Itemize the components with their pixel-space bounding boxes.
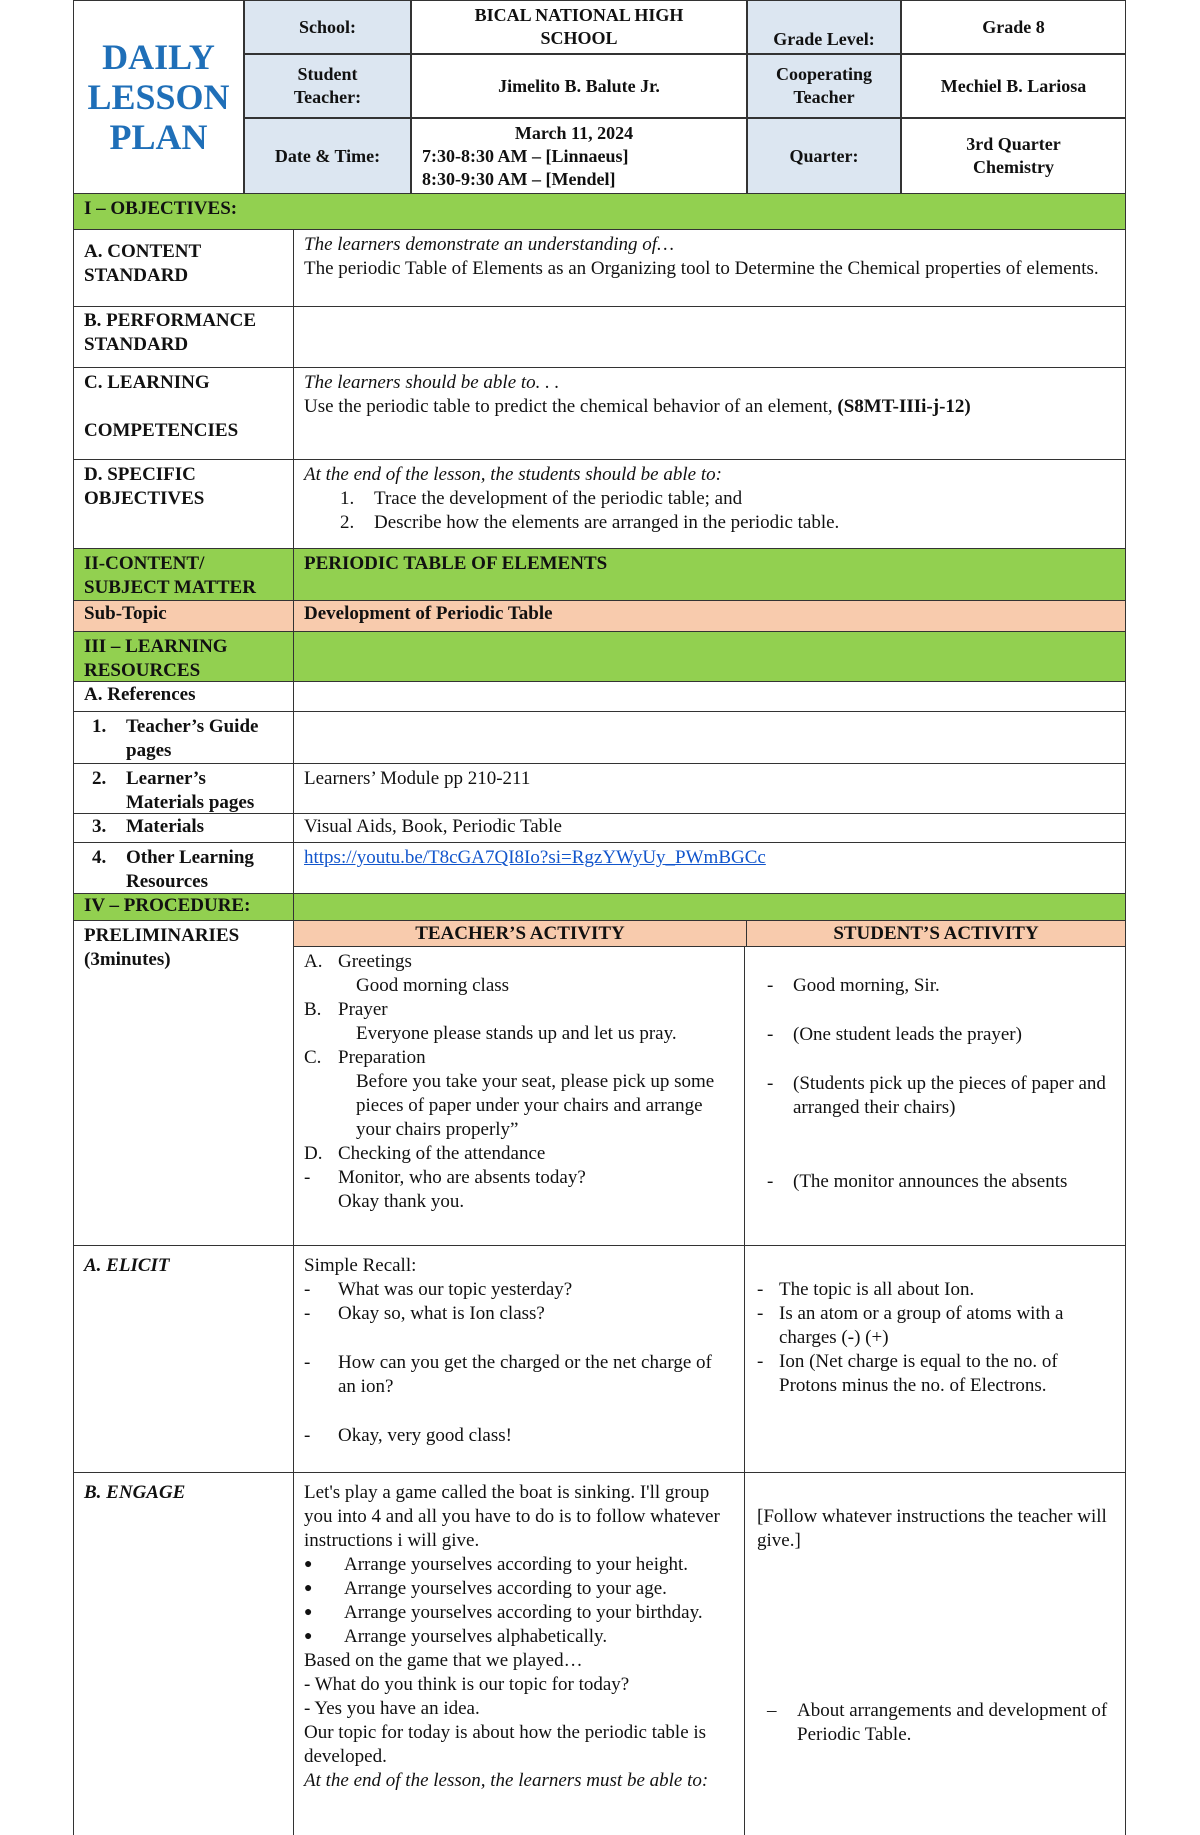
resource-row <box>73 764 1126 814</box>
cooperating-label: Cooperating Teacher <box>747 54 901 118</box>
elicit-row <box>73 1246 1126 1473</box>
resource-link-cell <box>294 843 1125 893</box>
content-label: II-CONTENT/ SUBJECT MATTER <box>74 549 294 600</box>
resource-value: Visual Aids, Book, Periodic Table <box>304 816 562 837</box>
engage-label: B. ENGAGE <box>74 1473 294 1835</box>
preliminaries-row <box>73 921 1126 1246</box>
time-line: 8:30-9:30 AM – [Mendel] <box>422 168 616 189</box>
content-row <box>73 549 1126 601</box>
prelim-line: Good morning class <box>356 975 510 996</box>
header-grid <box>73 0 1126 194</box>
preliminaries-student <box>747 947 1125 1245</box>
student-response: - (Students pick up the pieces of paper and arranged their chairs) <box>767 1073 1106 1118</box>
school-label: School: <box>244 0 411 54</box>
resource-label: 4. Other Learning Resources <box>74 843 294 893</box>
engage-row <box>73 1473 1126 1835</box>
prelim-line: Okay thank you. <box>338 1191 465 1212</box>
objectives-heading: I – OBJECTIVES: <box>84 198 238 219</box>
engage-student <box>747 1473 1125 1835</box>
competencies-value <box>294 368 1125 459</box>
resources-heading-row <box>73 632 1126 682</box>
engage-line: - What do you think is our topic for today? <box>304 1674 630 1695</box>
competencies-intro: The learners should be able to. . . <box>304 372 560 393</box>
resource-row <box>73 814 1126 843</box>
preliminaries-teacher <box>294 947 745 1245</box>
engage-response: – About arrangements and development of Periodic Table. <box>767 1700 1108 1745</box>
preliminaries-label: PRELIMINARIES (3minutes) <box>74 921 294 1245</box>
elicit-intro: Simple Recall: <box>304 1255 417 1276</box>
quarter-value: 3rd Quarter Chemistry <box>901 118 1126 194</box>
engage-intro: Let's play a game called the boat is sinking. I'll group you into 4 and all you have to do is to follow whatever instructions i will give. <box>304 1482 720 1551</box>
resource-label: 1. Teacher’s Guide pages <box>74 712 294 763</box>
engage-line: Our topic for today is about how the periodic table is developed. <box>304 1722 707 1767</box>
cooperating-value: Mechiel B. Lariosa <box>901 54 1126 118</box>
student-teacher-value: Jimelito B. Balute Jr. <box>411 54 747 118</box>
prelim-line: - Monitor, who are absents today? <box>304 1167 586 1188</box>
date-line: March 11, 2024 <box>514 122 634 143</box>
elicit-teacher <box>294 1246 745 1472</box>
competencies-label-1: C. LEARNING <box>84 372 210 393</box>
elicit-student <box>747 1246 1125 1472</box>
competencies-row <box>73 368 1126 460</box>
prelim-line: C. Preparation <box>304 1047 426 1068</box>
elicit-answer: - Is an atom or a group of atoms with a charges (-) (+) <box>757 1303 1064 1348</box>
performance-standard-value <box>294 307 1125 367</box>
engage-bullet: ● Arrange yourselves according to your height. <box>304 1554 689 1575</box>
student-response: - Good morning, Sir. <box>767 975 940 996</box>
title-line: PLAN <box>109 117 208 157</box>
student-response: - (One student leads the prayer) <box>767 1024 1022 1045</box>
resource-value: Learners’ Module pp 210-211 <box>304 768 531 789</box>
specific-objectives-label: D. SPECIFIC OBJECTIVES <box>74 460 294 548</box>
resource-label: 2. Learner’s Materials pages <box>74 764 294 813</box>
elicit-label: A. ELICIT <box>74 1246 294 1472</box>
title-line: LESSON <box>87 77 230 117</box>
competencies-label-2: COMPETENCIES <box>84 420 239 441</box>
student-activity-header: STUDENT’S ACTIVITY <box>747 921 1125 947</box>
resource-row <box>73 712 1126 764</box>
prelim-line: A. Greetings <box>304 951 412 972</box>
engage-teacher <box>294 1473 745 1835</box>
engage-line: Based on the game that we played… <box>304 1650 583 1671</box>
resource-label: 3. Materials <box>74 814 294 842</box>
engage-line: - Yes you have an idea. <box>304 1698 480 1719</box>
engage-bullet: ● Arrange yourselves according to your birthday. <box>304 1602 703 1623</box>
quarter-label: Quarter: <box>747 118 901 194</box>
datetime-label: Date & Time: <box>244 118 411 194</box>
time-line: 7:30-8:30 AM – [Linnaeus] <box>422 145 629 166</box>
procedure-heading: IV – PROCEDURE: <box>74 894 294 920</box>
references-label: A. References <box>74 682 294 711</box>
teacher-activity-header: TEACHER’S ACTIVITY <box>294 921 747 947</box>
resource-value <box>294 712 1125 763</box>
subtopic-label: Sub-Topic <box>74 601 294 631</box>
elicit-question: - Okay so, what is Ion class? <box>304 1303 545 1324</box>
competencies-label <box>74 368 294 459</box>
elicit-question: - What was our topic yesterday? <box>304 1279 573 1300</box>
grade-value: Grade 8 <box>901 0 1126 54</box>
engage-bullet: ● Arrange yourselves alphabetically. <box>304 1626 608 1647</box>
engage-bullet: ● Arrange yourselves according to your age. <box>304 1578 667 1599</box>
elicit-answer: - Ion (Net charge is equal to the no. of Protons minus the no. of Electrons. <box>757 1351 1058 1396</box>
performance-standard-label: B. PERFORMANCE STANDARD <box>74 307 294 367</box>
content-standard-text: The periodic Table of Elements as an Organizing tool to Determine the Chemical properties of elements. <box>304 258 1099 279</box>
content-standard-value <box>294 230 1125 306</box>
subtopic-value: Development of Periodic Table <box>304 603 553 624</box>
document-title <box>73 0 244 194</box>
objectives-heading-row <box>73 194 1126 230</box>
engage-italic: At the end of the lesson, the learners must be able to: <box>304 1770 709 1791</box>
content-value: PERIODIC TABLE OF ELEMENTS <box>304 553 608 574</box>
student-teacher-label: Student Teacher: <box>244 54 411 118</box>
content-standard-intro: The learners demonstrate an understanding of… <box>304 234 674 255</box>
prelim-line: D. Checking of the attendance <box>304 1143 546 1164</box>
prelim-line: Before you take your seat, please pick up some pieces of paper under your chairs and arrange your chairs properly” <box>356 1071 715 1140</box>
prelim-line: Everyone please stands up and let us pray. <box>356 1023 677 1044</box>
lesson-plan-page <box>73 0 1126 1835</box>
content-standard-label: A. CONTENT STANDARD <box>74 230 294 306</box>
elicit-question: - How can you get the charged or the net charge of an ion? <box>304 1352 712 1397</box>
elicit-question: - Okay, very good class! <box>304 1425 512 1446</box>
procedure-heading-row <box>73 894 1126 921</box>
resource-link[interactable]: https://youtu.be/T8cGA7QI8Io?si=RgzYWyUy_PWmBGCc <box>304 847 766 868</box>
school-value: BICAL NATIONAL HIGH SCHOOL <box>411 0 747 54</box>
elicit-answer: - The topic is all about Ion. <box>757 1279 975 1300</box>
competencies-text: Use the periodic table to predict the chemical behavior of an element, <box>304 396 833 417</box>
references-row <box>73 682 1126 712</box>
specific-objectives-value <box>294 460 1125 548</box>
competency-code: (S8MT-IIIi-j-12) <box>837 396 971 417</box>
datetime-value <box>411 118 747 194</box>
performance-standard-row <box>73 307 1126 368</box>
engage-response: [Follow whatever instructions the teacher will give.] <box>757 1506 1107 1551</box>
prelim-line: B. Prayer <box>304 999 388 1020</box>
specific-objectives-row <box>73 460 1126 549</box>
content-standard-row <box>73 230 1126 307</box>
subtopic-row <box>73 601 1126 632</box>
specific-item: 1. Trace the development of the periodic table; and <box>340 488 743 509</box>
grade-label: Grade Level: <box>747 0 901 54</box>
specific-intro: At the end of the lesson, the students should be able to: <box>304 464 722 485</box>
student-response: - (The monitor announces the absents <box>767 1171 1068 1192</box>
resources-heading: III – LEARNING RESOURCES <box>74 632 294 681</box>
resource-row <box>73 843 1126 894</box>
title-line: DAILY <box>102 37 215 77</box>
specific-item: 2. Describe how the elements are arranged in the periodic table. <box>340 512 840 533</box>
